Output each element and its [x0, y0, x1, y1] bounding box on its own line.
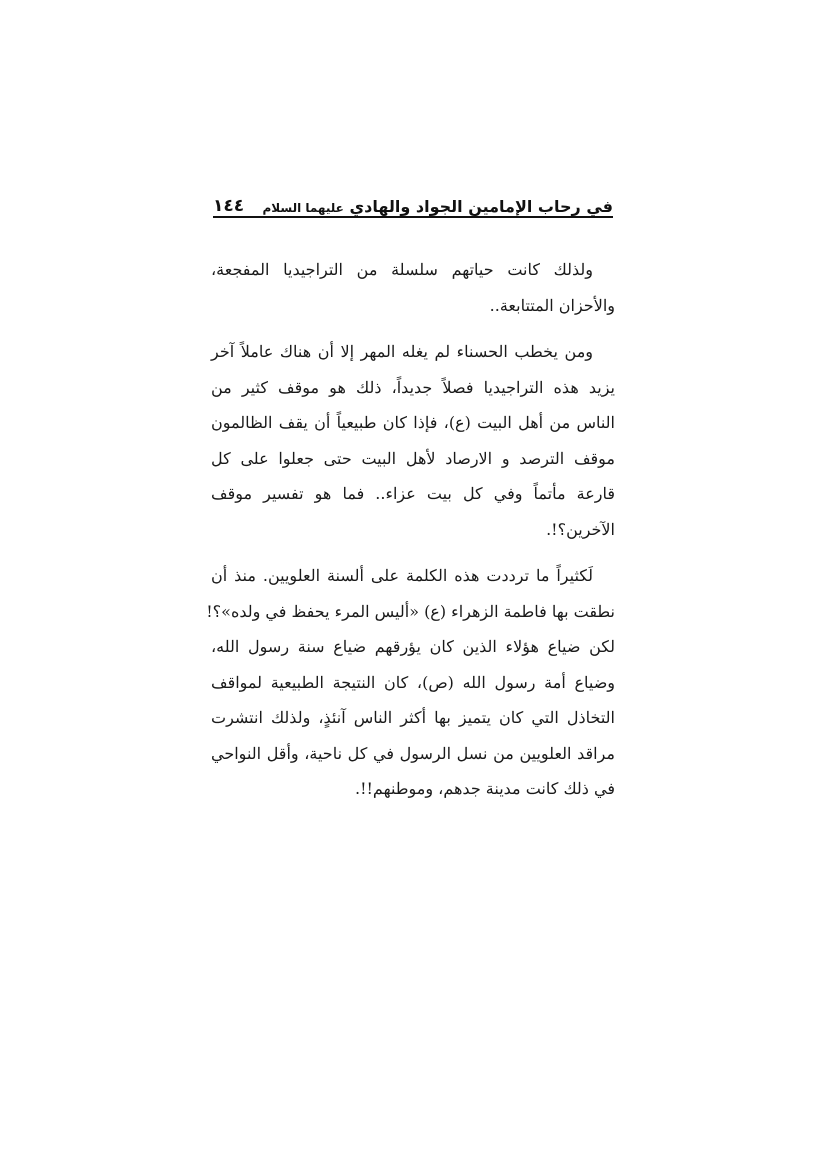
text-line: نطقت بها فاطمة الزهراء (ع) «أليس المرء يحفظ في ولده»؟!: [206, 601, 615, 621]
text-line: في ذلك كانت مدينة جدهم، وموطنهم!!.: [354, 779, 615, 798]
paragraph: [206, 558, 615, 807]
body-text: [206, 252, 615, 807]
page-number: ١٤٤: [213, 196, 245, 216]
header-title-honorific: عليهما السلام: [262, 201, 344, 215]
paragraph: [211, 334, 615, 547]
text-line: الآخرين؟!.: [546, 519, 615, 539]
running-header: [213, 188, 613, 216]
text-line: مراقد العلويين من نسل الرسول في كل ناحية، وأقل النواحي: [211, 743, 615, 763]
text-line: الناس من أهل البيت (ع)، فإذا كان طبيعياً أن يقف الظالمون: [211, 413, 615, 432]
text-line: ولذلك كانت حياتهم سلسلة من التراجيديا المفجعة،: [211, 260, 593, 279]
paragraph: [211, 252, 615, 323]
text-line: لَكثيراً ما ترددت هذه الكلمة على ألسنة العلويين. منذ أن: [211, 566, 593, 585]
text-line: قارعة مأتماً وفي كل بيت عزاء.. فما هو تفسير موقف: [211, 484, 615, 503]
text-line: موقف الترصد و الارصاد لأهل البيت حتى جعلوا على كل: [211, 448, 615, 468]
text-line: ومن يخطب الحسناء لم يغله المهر إلا أن هناك عاملاً آخر: [211, 342, 593, 361]
text-line: لكن ضياع هؤلاء الذين كان يؤرقهم ضياع سنة رسول الله،: [211, 637, 615, 656]
text-line: وضياع أمة رسول الله (ص)، كان النتيجة الطبيعية لمواقف: [211, 672, 615, 692]
text-line: التخاذل التي كان يتميز بها أكثر الناس آنئذٍ، ولذلك انتشرت: [211, 708, 615, 727]
text-line: يزيد هذه التراجيديا فصلاً جديداً، ذلك هو موقف كثير من: [211, 377, 615, 397]
header-title-text: في رحاب الإمامين الجواد والهادي: [349, 197, 613, 216]
text-line: والأحزان المتتابعة..: [489, 295, 615, 315]
header-title: [262, 197, 613, 216]
header-rule: [213, 216, 613, 218]
